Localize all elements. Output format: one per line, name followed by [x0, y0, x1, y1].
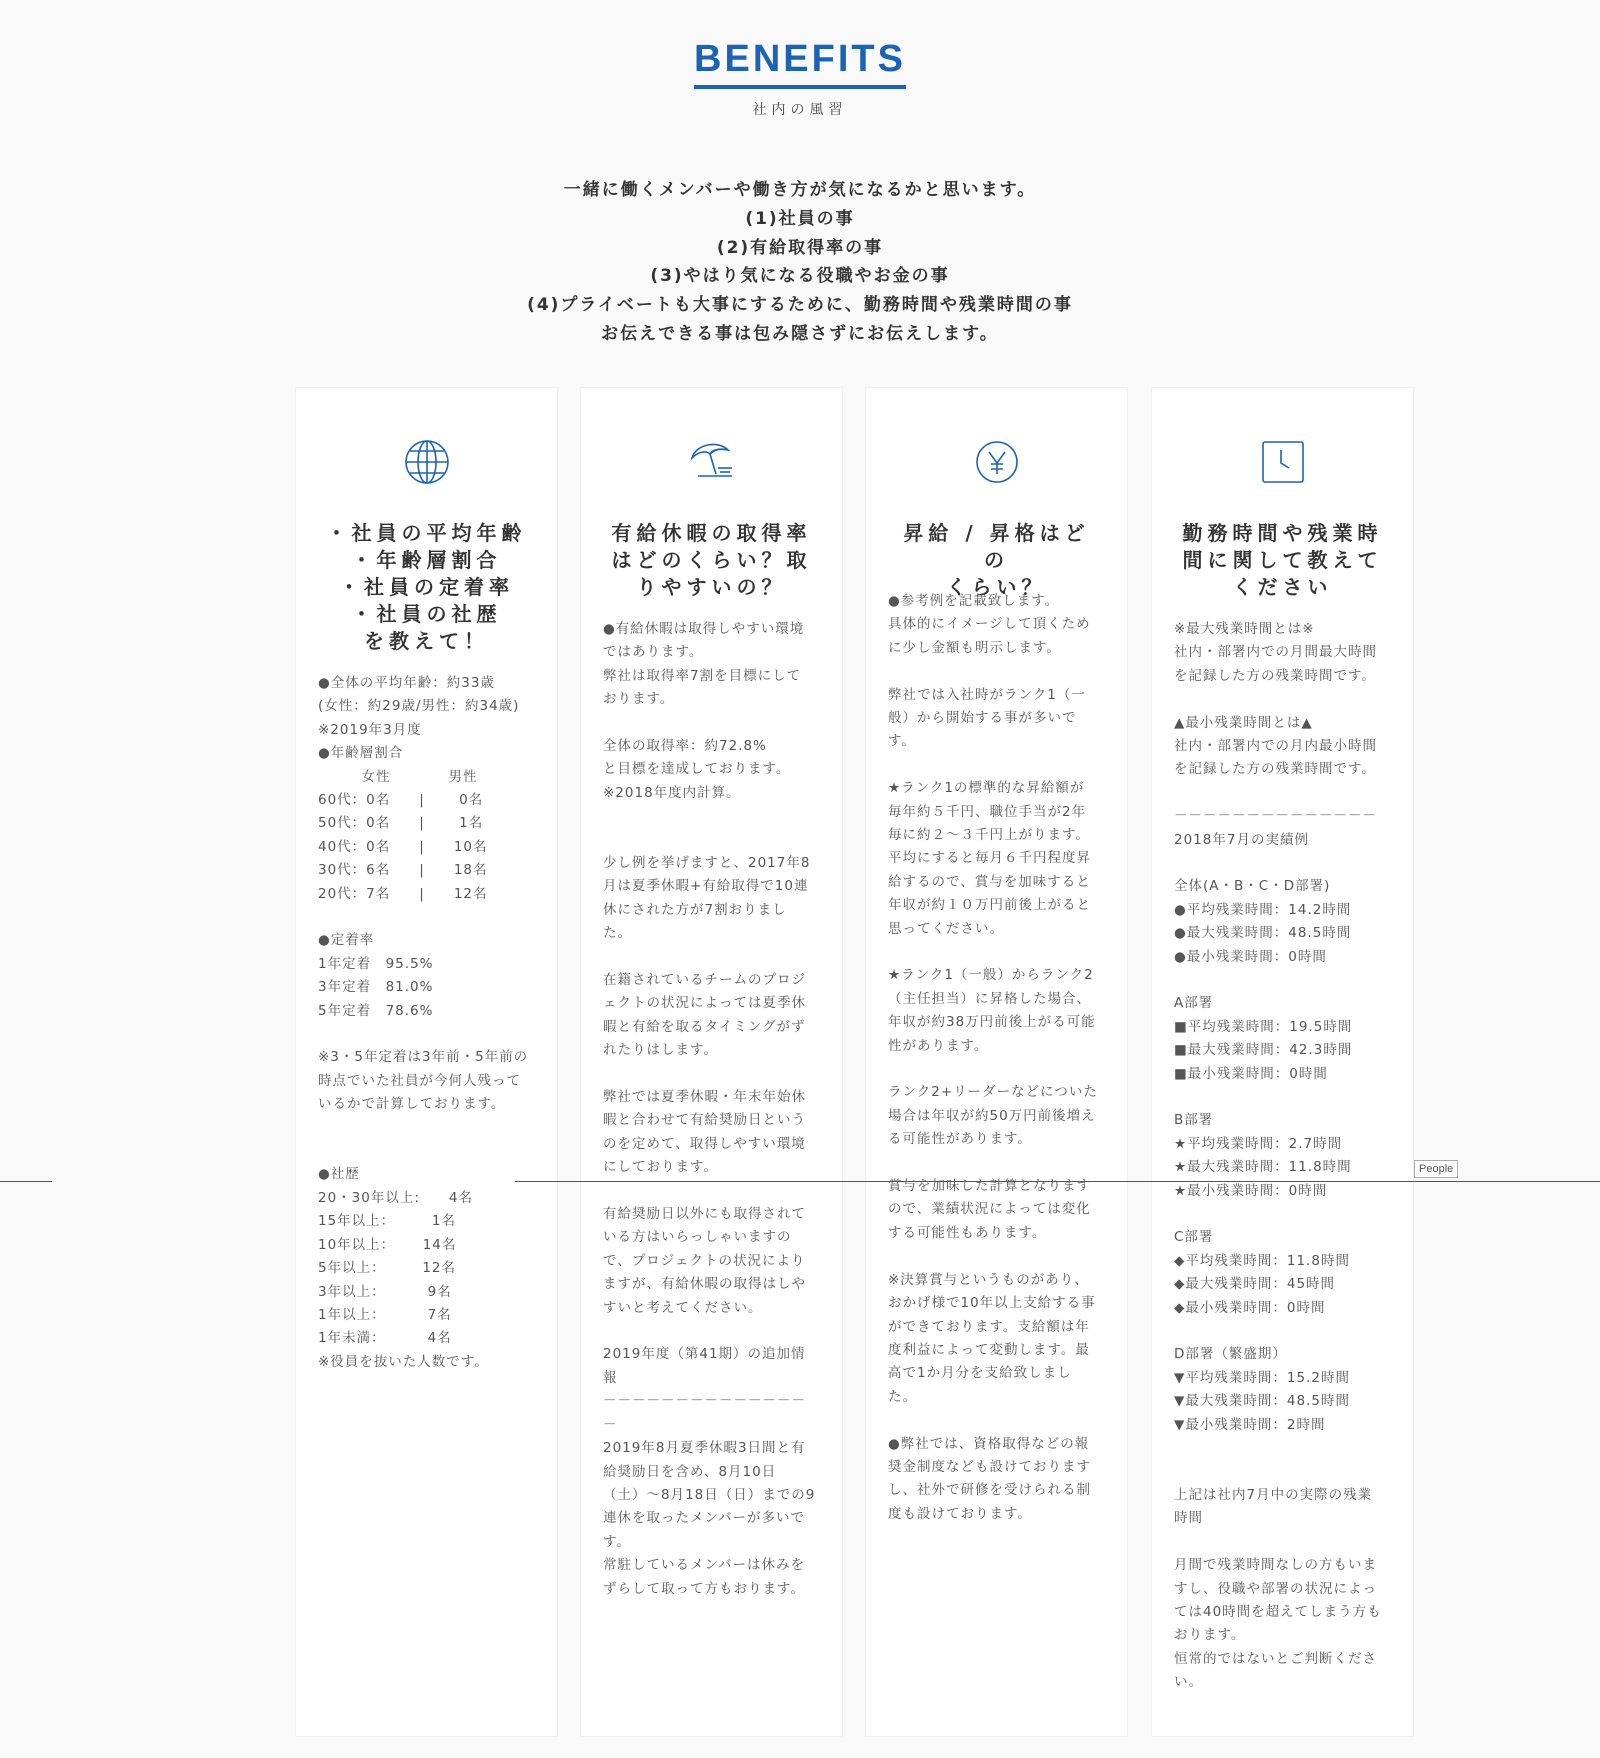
card-body-line	[1174, 1461, 1393, 1484]
card-body-line: 女性 男性	[318, 768, 478, 785]
card-body-line	[888, 1245, 1107, 1268]
card-body-line	[1174, 1203, 1393, 1226]
card-body-line: 平均にすると毎月６千円程度昇	[888, 850, 1091, 867]
card-body-line: 弊社は取得率7割を目標にして	[603, 667, 802, 684]
card-body-line: 高で1か月分を支給致しまし	[888, 1365, 1072, 1382]
card-body-line: おかげ様で10年以上支給する事	[888, 1295, 1096, 1312]
card-body-line	[603, 1180, 822, 1203]
card-body	[888, 590, 1107, 1526]
card-body-line: 在籍されているチームのプロジ	[603, 972, 806, 989]
card-body-line: 具体的にイメージして頂くため	[888, 616, 1091, 633]
card-body-line: (女性：約29歳/男性：約34歳)	[318, 698, 520, 715]
card-body-line: 報	[603, 1369, 618, 1386]
card-body-line: 40代：0名 | 10名	[318, 838, 488, 855]
card-body-line: ※2018年度内計算。	[603, 784, 741, 801]
card-body-line: 賞与を加味した計算となります	[888, 1178, 1091, 1195]
card-body-line: （土）～8月18日（日）までの9	[603, 1486, 816, 1503]
card-body-line: 社内・部署内での月内最小時間	[1174, 738, 1377, 755]
card-body-line: ●弊社では、資格取得などの報	[888, 1435, 1090, 1452]
card-body-line	[888, 660, 1107, 683]
card-body-line: 5年以上： 12名	[318, 1260, 457, 1277]
benefit-cards	[295, 387, 1415, 1737]
divider-line	[515, 1181, 1600, 1182]
card-title: 有給休暇の取得率 はどのくらい？取 りやすいの？	[611, 521, 812, 599]
card-body-line: ▲最小残業時間とは▲	[1174, 714, 1313, 731]
intro-line: (3)やはり気になる役職やお金の事	[650, 266, 950, 287]
beach-umbrella-icon	[581, 438, 842, 486]
card-body-line: で、プロジェクトの状況により	[603, 1252, 806, 1269]
card-body-line: 度も設けております。	[888, 1505, 1032, 1522]
card-body-line: ●全体の平均年齢：約33歳	[318, 675, 495, 691]
card-body-line: 2019年8月夏季休暇3日間と有	[603, 1440, 806, 1457]
card-body-line: 60代：0名 | 0名	[318, 792, 484, 809]
card-body-line	[1174, 969, 1393, 992]
card-body-line	[1174, 852, 1393, 875]
card-body-line: ◆平均残業時間：11.8時間	[1174, 1252, 1350, 1269]
card-body-line: 2019年度（第41期）の追加情	[603, 1346, 806, 1363]
card-body-line	[318, 906, 537, 929]
card-body-line: ではあります。	[603, 644, 704, 661]
card-body-line: 全体の取得率：約72.8%	[603, 738, 767, 755]
card-body-line: 暇と合わせて有給奨励日という	[603, 1112, 806, 1129]
card-body-line: 場合は年収が約50万円前後増え	[888, 1107, 1096, 1124]
card-body-line: 20代：7名 | 12名	[318, 885, 488, 902]
card-body-line: い。	[1174, 1674, 1203, 1691]
intro-line: 一緒に働くメンバーや働き方が気になるかと思います。	[563, 180, 1037, 200]
card-body-line: 時点でいた社員が今何人残って	[318, 1072, 521, 1089]
card-body-line: 15年以上： 1名	[318, 1213, 457, 1230]
section-title: BENEFITS	[694, 38, 906, 89]
card-body	[318, 672, 537, 1374]
card-body-line: ●定着率	[318, 932, 375, 949]
card-body-line: す。	[603, 1533, 631, 1550]
card-body-line: 有給奨励日以外にも取得されて	[603, 1206, 806, 1223]
intro-line: (1)社員の事	[745, 208, 855, 229]
section-subtitle: 社内の風習	[752, 102, 848, 118]
intro-line: (4)プライベートも大事にするために、勤務時間や残業時間の事	[527, 295, 1073, 316]
card-body-line: おります。	[603, 691, 675, 708]
card-body-line: ★平均残業時間：2.7時間	[1174, 1135, 1343, 1152]
intro-line: お伝えできる事は包み隠さずにお伝えします。	[601, 323, 999, 344]
card-body-line: 社内・部署内での月間最大時間	[1174, 644, 1377, 661]
card-body	[1174, 618, 1393, 1695]
card-body-line: 1年未満： 4名	[318, 1330, 452, 1347]
card-body-line: ずらして取って方もおります。	[603, 1580, 805, 1597]
card-body-line: ※3・5年定着は3年前・5年前の	[318, 1049, 529, 1066]
card-body-line	[603, 1320, 822, 1343]
card-body-line	[888, 1409, 1107, 1432]
card-working-hours	[1151, 387, 1414, 1737]
intro-line: (2)有給取得率の事	[716, 237, 884, 258]
card-body-line: を記録した方の残業時間です。	[1174, 761, 1376, 778]
card-title: 昇給 / 昇格はどの くらい？	[903, 521, 1090, 599]
card-body-line: 2018年7月の実績例	[1174, 831, 1309, 848]
card-body-line: A部署	[1174, 995, 1214, 1012]
card-body-line: ●有給休暇は取得しやすい環境	[603, 621, 805, 637]
card-body-line: いる方はいらっしゃいますの	[603, 1229, 792, 1246]
card-body-line: ができております。支給額は年	[888, 1318, 1090, 1335]
card-body-line: ★ランク1（一般）からランク2	[888, 967, 1094, 984]
card-body-line: ●平均残業時間：14.2時間	[1174, 901, 1352, 918]
card-body-line	[318, 1140, 537, 1163]
card-body-line: 暇と有給を取るタイミングがず	[603, 1018, 806, 1035]
card-body-line: 奨金制度なども設けております	[888, 1458, 1091, 1475]
card-body-line	[1174, 1320, 1393, 1343]
card-title: ・社員の平均年齢 ・年齢層割合 ・社員の定着率 ・社員の社歴 を教えて！	[326, 521, 527, 653]
clock-icon	[1152, 438, 1413, 486]
card-body-line: れたりはします。	[603, 1042, 718, 1059]
card-body-line: 年収が約38万円前後上がる可能	[888, 1014, 1096, 1031]
card-body-line: 恒常的ではないとご判断くださ	[1174, 1650, 1377, 1667]
globe-icon	[296, 438, 557, 486]
card-body-line: C部署	[1174, 1229, 1214, 1246]
card-body-line: 少し例を挙げますと、2017年8	[603, 855, 811, 872]
card-body-line: 月間で残業時間なしの方もいま	[1174, 1557, 1377, 1574]
card-body-line: ※決算賞与というものがあり、	[888, 1271, 1089, 1288]
card-body-line: 3年以上： 9名	[318, 1283, 452, 1300]
card-body-line: ては40時間を超えてしまう方も	[1174, 1603, 1382, 1620]
card-body-line: し、社外で研修を受けられる制	[888, 1482, 1091, 1499]
card-body-line: ■平均残業時間：19.5時間	[1174, 1018, 1353, 1035]
card-body-line: 連休を取ったメンバーが多いで	[603, 1510, 806, 1527]
card-body-line	[1174, 688, 1393, 711]
card-body-line: 全体(A・B・C・D部署)	[1174, 878, 1331, 895]
card-body-line: と目標を達成しております。	[603, 761, 791, 778]
card-title: 勤務時間や残業時 間に関して教えて ください	[1182, 521, 1383, 599]
card-body-line: ●最小残業時間：0時間	[1174, 948, 1327, 965]
card-body-line	[888, 941, 1107, 964]
card-body-line	[603, 1063, 822, 1086]
card-body-line: ■最大残業時間：42.3時間	[1174, 1042, 1353, 1059]
card-body-line: －－－－－－－－－－－－－－	[1174, 808, 1377, 825]
card-body-line: －－－－－－－－－－－－－－	[603, 1393, 806, 1410]
card-body-line: 5年定着 78.6%	[318, 1002, 434, 1019]
card-body-line: にしております。	[603, 1159, 718, 1176]
card-body-line: 毎年約５千円、職位手当が2年	[888, 803, 1087, 820]
card-body-line: すし、役職や部署の状況によっ	[1174, 1580, 1377, 1597]
card-body-line: ▼最小残業時間：2時間	[1174, 1416, 1326, 1433]
intro-text	[0, 176, 1600, 349]
card-body-line	[888, 754, 1107, 777]
card-body-line: ランク2+リーダーなどについた	[888, 1084, 1098, 1101]
card-body-line: おります。	[1174, 1627, 1246, 1644]
card-body-line: ※最大残業時間とは※	[1174, 621, 1315, 637]
card-body-line: を記録した方の残業時間です。	[1174, 667, 1376, 684]
card-body-line: る可能性があります。	[888, 1131, 1032, 1148]
card-body-line	[318, 1117, 537, 1140]
people-tag[interactable]: People	[1414, 1160, 1458, 1178]
card-body-line: D部署（繁盛期）	[1174, 1346, 1287, 1363]
section-header	[0, 38, 1600, 119]
card-body-line: すいと考えてください。	[603, 1299, 763, 1316]
card-body-line: ◆最大残業時間：45時間	[1174, 1276, 1336, 1293]
card-body-line: 度利益によって変動します。最	[888, 1341, 1090, 1358]
card-body-line: 上記は社内7月中の実際の残業	[1174, 1486, 1373, 1503]
card-body-line: ●参考例を記載致します。	[888, 593, 1060, 609]
card-body-line: －	[603, 1416, 618, 1433]
card-body-line: ※役員を抜いた人数です。	[318, 1353, 489, 1370]
card-body-line: 毎に約２～３千円上がります。	[888, 827, 1090, 844]
card-body	[603, 618, 822, 1601]
card-body-line: た。	[603, 925, 632, 942]
card-body-line: ェクトの状況によっては夏季休	[603, 995, 806, 1012]
divider-line	[0, 1181, 52, 1182]
card-body-line: 月は夏季休暇+有給取得で10連	[603, 878, 809, 895]
card-body-line: （主任担当）に昇格した場合、	[888, 990, 1091, 1007]
card-body-line: ★ランク1の標準的な昇給額が	[888, 780, 1085, 797]
card-body-line: ので、業績状況によっては変化	[888, 1201, 1091, 1218]
card-body-line: いるかで計算しております。	[318, 1096, 506, 1113]
card-body-line	[888, 1058, 1107, 1081]
card-body-line: 50代：0名 | 1名	[318, 815, 484, 832]
card-body-line: 時間	[1174, 1510, 1203, 1527]
card-body-line	[603, 712, 822, 735]
card-body-line: 年収が約１０万円前後上がると	[888, 897, 1091, 914]
card-body-line: する可能性もあります。	[888, 1224, 1047, 1241]
card-body-line	[1174, 1437, 1393, 1460]
card-body-line: 性があります。	[888, 1037, 989, 1054]
card-body-line	[1174, 1086, 1393, 1109]
card-body-line: ●最大残業時間：48.5時間	[1174, 925, 1352, 942]
card-body-line: ★最大残業時間：11.8時間	[1174, 1159, 1352, 1176]
card-body-line: 3年定着 81.0%	[318, 979, 434, 996]
card-body-line: ●年齢層割合	[318, 745, 404, 762]
card-body-line: 30代：6名 | 18名	[318, 862, 488, 879]
card-body-line	[1174, 1531, 1393, 1554]
card-body-line: 20・30年以上: 4名	[318, 1189, 473, 1206]
card-body-line: ●社歴	[318, 1166, 360, 1183]
card-employees	[295, 387, 558, 1737]
card-body-line	[1174, 782, 1393, 805]
card-body-line	[603, 946, 822, 969]
card-body-line: ■最小残業時間：0時間	[1174, 1065, 1328, 1082]
card-body-line: B部署	[1174, 1112, 1214, 1129]
card-body-line: のを定めて、取得しやすい環境	[603, 1135, 806, 1152]
card-body-line: 給するので、賞与を加味すると	[888, 873, 1091, 890]
card-body-line: ▼平均残業時間：15.2時間	[1174, 1369, 1350, 1386]
card-body-line: ▼最大残業時間：48.5時間	[1174, 1393, 1350, 1410]
card-body-line: 常駐しているメンバーは休みを	[603, 1557, 806, 1574]
card-body-line: 1年定着 95.5%	[318, 955, 434, 972]
card-body-line: た。	[888, 1388, 917, 1405]
card-body-line	[888, 1152, 1107, 1175]
card-body-line: に少し金額も明示します。	[888, 639, 1061, 656]
card-body-line: ※2019年3月度	[318, 721, 422, 738]
card-body-line: 休にされた方が7割おりまし	[603, 901, 787, 918]
card-body-line	[603, 829, 822, 852]
card-body-line: 1年以上： 7名	[318, 1306, 452, 1323]
card-body-line: ★最小残業時間：0時間	[1174, 1182, 1328, 1199]
card-body-line: 弊社では入社時がランク1（一	[888, 686, 1086, 703]
card-salary	[865, 387, 1128, 1737]
card-body-line	[603, 805, 822, 828]
card-body-line: ◆最小残業時間：0時間	[1174, 1299, 1326, 1316]
card-body-line: ますが、有給休暇の取得はしや	[603, 1276, 806, 1293]
card-body-line	[318, 1023, 537, 1046]
card-paid-leave	[580, 387, 843, 1737]
card-body-line: 般）から開始する事が多いで	[888, 710, 1077, 727]
card-body-line: 思ってください。	[888, 920, 1004, 937]
yen-icon	[866, 438, 1127, 486]
card-body-line: 10年以上： 14名	[318, 1236, 457, 1253]
card-body-line: 給奨励日を含め、8月10日	[603, 1463, 777, 1480]
card-body-line: 弊社では夏季休暇・年末年始休	[603, 1089, 806, 1106]
card-body-line: す。	[888, 733, 916, 750]
